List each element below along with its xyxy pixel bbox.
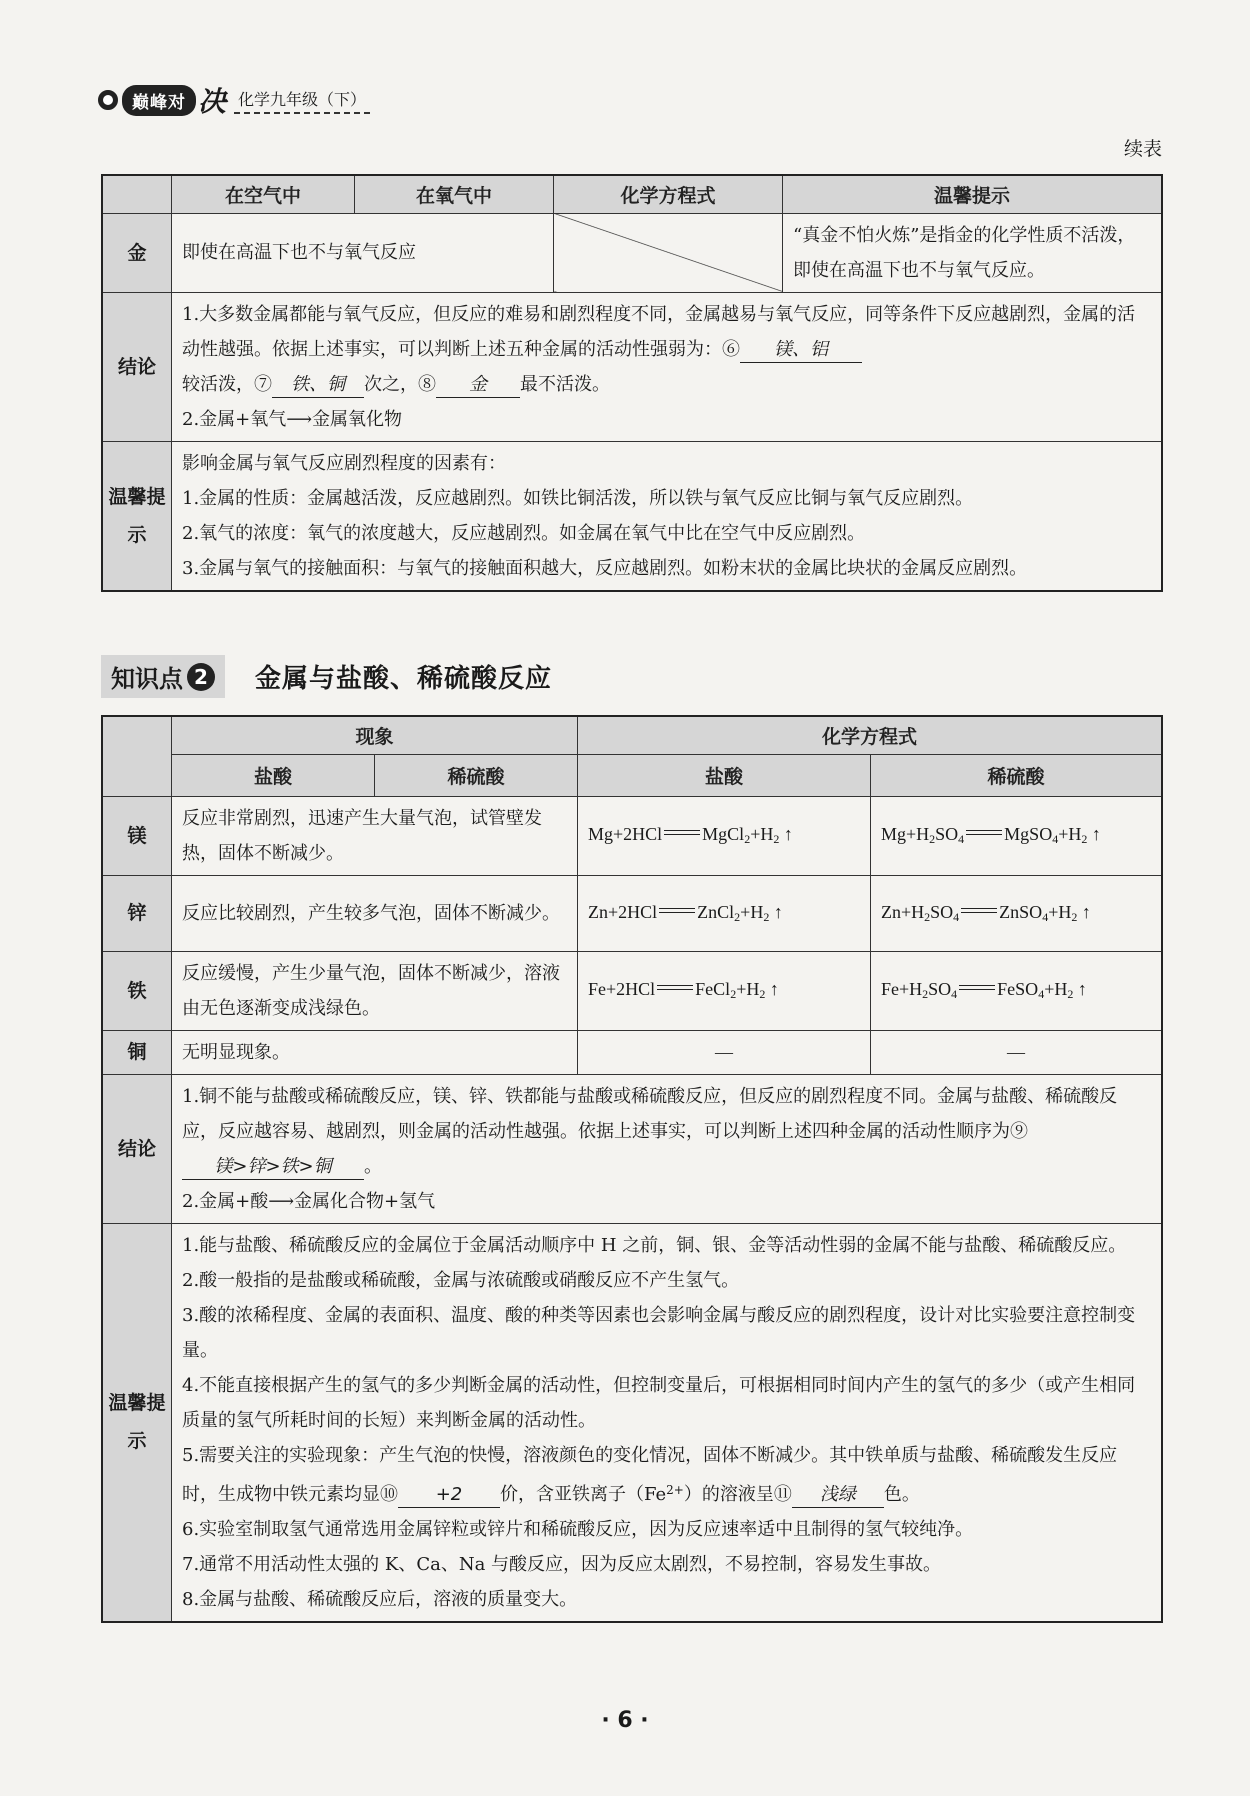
tip-line: 5.需要关注的实验现象：产生气泡的快慢，溶液颜色的变化情况，固体不断减少。其中铁单质与盐酸、稀硫酸发生反应时，生成物中铁元素均显⑩ +2 价，含亚铁离子$(Fe^{2+})$的溶液呈⑪ 浅绿 色。 xyxy=(182,1438,1151,1512)
corner-cell xyxy=(102,175,172,213)
oxygen-reaction-table xyxy=(101,174,1163,592)
header-tip: 温馨提示 xyxy=(783,175,1163,213)
fe-phenomenon: 反应缓慢，产生少量气泡，固体不断减少，溶液由无色逐渐变成浅绿色。 xyxy=(172,951,578,1030)
row-label-mg: 镁 xyxy=(102,796,172,875)
zn-h2so4-equation: $Zn+H_2SO_4$ $ZnSO_4+H_2$ ↑ xyxy=(871,875,1163,951)
tip-line: 6.实验室制取氢气通常选用金属锌粒或锌片和稀硫酸反应，因为反应速率适中且制得的氢气较纯净。 xyxy=(182,1518,974,1540)
row-label-zn: 锌 xyxy=(102,875,172,951)
conclusion-part: 。 xyxy=(364,1155,382,1177)
subheader-hcl-eq: 盐酸 xyxy=(578,754,871,796)
answer-blank-11: 浅绿 xyxy=(792,1483,884,1508)
tip-line: 7.通常不用活动性太强的 K、Ca、Na 与酸反应，因为反应太剧烈，不易控制，容易发生事故。 xyxy=(182,1553,942,1575)
header-oxygen: 在氧气中 xyxy=(355,175,554,213)
answer-blank-6: 镁、铝 xyxy=(740,338,862,363)
conclusion-part: 2.金属+氧气⟶金属氧化物 xyxy=(182,408,403,430)
section-badge xyxy=(101,655,225,698)
tip-line: 3.酸的浓稀程度、金属的表面积、温度、酸的种类等因素也会影响金属与酸反应的剧烈程度，设计对比实验要注意控制变量。 xyxy=(182,1304,1136,1361)
gold-tip: “真金不怕火炼”是指金的化学性质不活泼，即使在高温下也不与氧气反应。 xyxy=(783,213,1163,292)
header-air: 在空气中 xyxy=(172,175,355,213)
answer-blank-10: +2 xyxy=(398,1483,500,1508)
fe-hcl-equation: Fe+2HCl $FeCl_2+H_2$ ↑ xyxy=(578,951,871,1030)
subheader-h2so4-eq: 稀硫酸 xyxy=(871,754,1163,796)
continued-label: 续表 xyxy=(1123,138,1162,160)
row-label-tips: 温馨提示 xyxy=(102,1223,172,1622)
logo-dot-icon xyxy=(98,90,118,110)
row-label-tips: 温馨提示 xyxy=(102,441,172,591)
zn-hcl-equation: Zn+2HCl $ZnCl_2+H_2$ ↑ xyxy=(578,875,871,951)
tip-line: 2.酸一般指的是盐酸或稀硫酸，金属与浓硫酸或硝酸反应不产生氢气。 xyxy=(182,1269,740,1291)
cu-hcl-equation: — xyxy=(578,1030,871,1074)
row-label-fe: 铁 xyxy=(102,951,172,1030)
tip-line: 1.能与盐酸、稀硫酸反应的金属位于金属活动顺序中 H 之前，铜、银、金等活动性弱的金属不能与盐酸、稀硫酸反应。 xyxy=(182,1234,1127,1256)
row-label-cu: 铜 xyxy=(102,1030,172,1074)
conclusion-text xyxy=(172,1074,1163,1223)
page-number: · 6 · xyxy=(601,1708,649,1733)
book-header xyxy=(98,82,370,118)
fe-h2so4-equation: $Fe+H_2SO_4$ $FeSO_4+H_2$ ↑ xyxy=(871,951,1163,1030)
section-title: 金属与盐酸、稀硫酸反应 xyxy=(255,664,553,694)
cu-phenomenon: 无明显现象。 xyxy=(172,1030,578,1074)
grade-label: 化学九年级（下） xyxy=(234,87,370,114)
tip-line: 3.金属与氧气的接触面积：与氧气的接触面积越大，反应越剧烈。如粉末状的金属比块状的金属反应剧烈。 xyxy=(182,557,1028,579)
section-number: 2 xyxy=(187,663,215,691)
header-phenomenon: 现象 xyxy=(172,716,578,754)
row-label-gold: 金 xyxy=(102,213,172,292)
conclusion-text xyxy=(172,292,1163,441)
answer-blank-7: 铁、铜 xyxy=(272,373,364,398)
header-equation: 化学方程式 xyxy=(578,716,1163,754)
tip-line: 8.金属与盐酸、稀硫酸反应后，溶液的质量变大。 xyxy=(182,1588,578,1610)
subheader-hcl: 盐酸 xyxy=(172,754,375,796)
conclusion-part: 2.金属+酸⟶金属化合物+氢气 xyxy=(182,1190,436,1212)
header-equation: 化学方程式 xyxy=(554,175,783,213)
mg-h2so4-equation: $Mg+H_2SO_4$ $MgSO_4+H_2$ ↑ xyxy=(871,796,1163,875)
gold-phenomenon: 即使在高温下也不与氧气反应 xyxy=(172,213,554,292)
tips-text xyxy=(172,1223,1163,1622)
acid-reaction-table xyxy=(101,715,1163,1623)
tip-line: 2.氧气的浓度：氧气的浓度越大，反应越剧烈。如金属在氧气中比在空气中反应剧烈。 xyxy=(182,522,866,544)
answer-blank-8: 金 xyxy=(436,373,520,398)
conclusion-part: 较活泼，⑦ xyxy=(182,373,272,395)
logo-text: 巅峰对 xyxy=(122,85,196,116)
tips-text xyxy=(172,441,1163,591)
conclusion-part: 最不活泼。 xyxy=(520,373,610,395)
tip-line: 4.不能直接根据产生的氢气的多少判断金属的活动性，但控制变量后，可根据相同时间内产生的氢气的多少（或产生相同质量的氢气所耗时间的长短）来判断金属的活动性。 xyxy=(182,1374,1136,1431)
row-label-conclusion: 结论 xyxy=(102,1074,172,1223)
zn-phenomenon: 反应比较剧烈，产生较多气泡，固体不断减少。 xyxy=(172,875,578,951)
conclusion-part: 次之，⑧ xyxy=(364,373,436,395)
conclusion-part: 1.铜不能与盐酸或稀硫酸反应，镁、锌、铁都能与盐酸或稀硫酸反应，但反应的剧烈程度不同。金属与盐酸、稀硫酸反应，反应越容易、越剧烈，则金属的活动性越强。依据上述事实，可以判断上述四种金属的活动性顺序为⑨ xyxy=(182,1085,1118,1142)
mg-phenomenon: 反应非常剧烈，迅速产生大量气泡，试管壁发热，固体不断减少。 xyxy=(172,796,578,875)
mg-hcl-equation: Mg+2HCl $MgCl_2+H_2$ ↑ xyxy=(578,796,871,875)
row-label-conclusion: 结论 xyxy=(102,292,172,441)
section-heading xyxy=(101,655,552,698)
tip-line: 影响金属与氧气反应剧烈程度的因素有： xyxy=(182,452,506,474)
section-badge-label: 知识点 xyxy=(111,665,183,693)
answer-blank-9: 镁>锌>铁>铜 xyxy=(182,1155,364,1180)
diagonal-empty-cell xyxy=(554,213,783,292)
subheader-h2so4: 稀硫酸 xyxy=(375,754,578,796)
corner-cell xyxy=(102,716,172,796)
cu-h2so4-equation: — xyxy=(871,1030,1163,1074)
logo-char: 决 xyxy=(198,85,227,118)
tip-line: 1.金属的性质：金属越活泼，反应越剧烈。如铁比铜活泼，所以铁与氧气反应比铜与氧气反应剧烈。 xyxy=(182,487,974,509)
conclusion-part: 1.大多数金属都能与氧气反应，但反应的难易和剧烈程度不同，金属越易与氧气反应，同等条件下反应越剧烈，金属的活动性越强。依据上述事实，可以判断上述五种金属的活动性强弱为：⑥ xyxy=(182,303,1136,360)
